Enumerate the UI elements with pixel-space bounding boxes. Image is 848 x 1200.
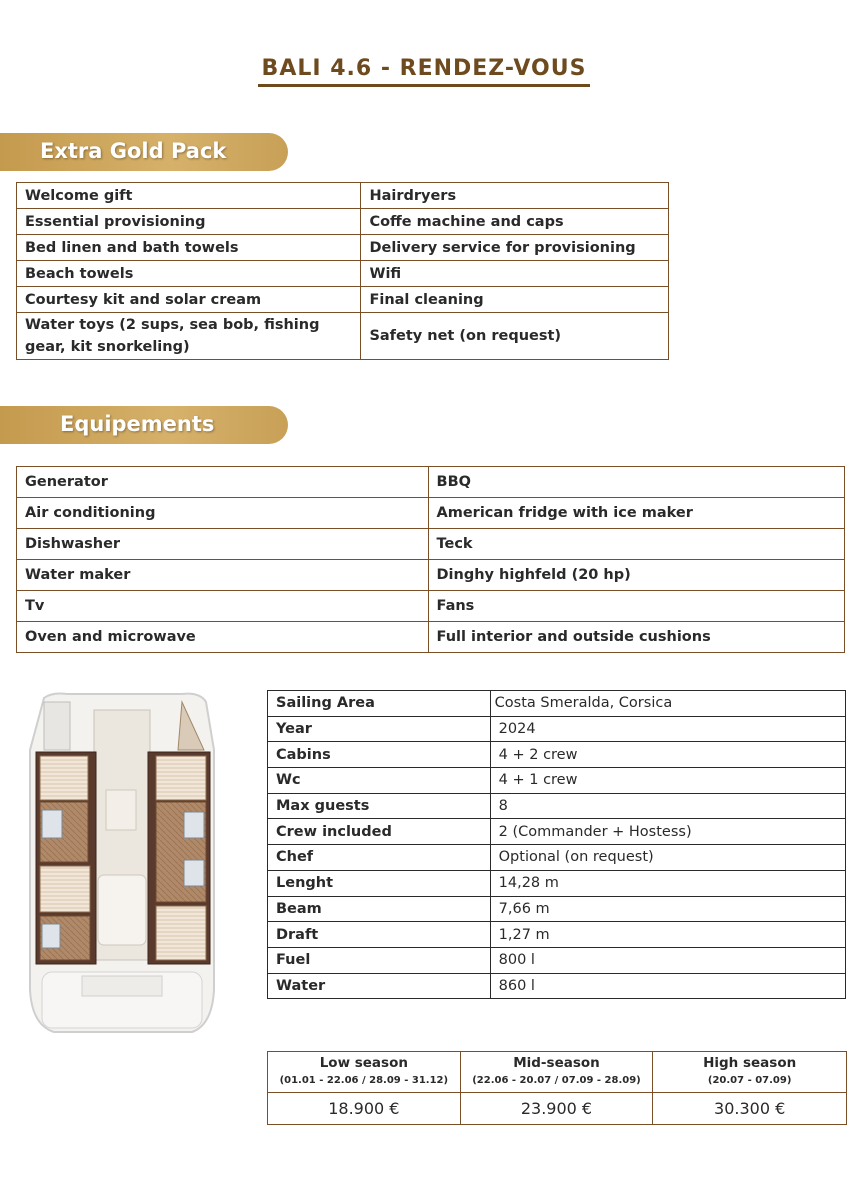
table-cell: Beach towels	[17, 261, 361, 287]
table-cell: Water maker	[17, 560, 429, 591]
spec-value: Costa Smeralda, Corsica	[490, 691, 845, 717]
season-header-low	[268, 1052, 461, 1093]
spec-label: Wc	[268, 768, 491, 794]
season-dates: (20.07 - 07.09)	[707, 1075, 792, 1086]
equipements-banner	[0, 406, 288, 444]
season-dates: (01.01 - 22.06 / 28.09 - 31.12)	[279, 1075, 449, 1086]
page-title-wrap	[0, 56, 848, 87]
spec-value: Optional (on request)	[490, 845, 845, 871]
spec-value: 4 + 2 crew	[490, 742, 845, 768]
season-name: Low season	[319, 1055, 408, 1071]
spec-label: Fuel	[268, 947, 491, 973]
spec-label: Water	[268, 973, 491, 999]
table-row	[268, 691, 846, 717]
table-row	[17, 313, 669, 360]
table-cell: Coffe machine and caps	[361, 209, 669, 235]
table-cell: Fans	[428, 591, 844, 622]
spec-label: Sailing Area	[268, 691, 491, 717]
spec-label: Draft	[268, 922, 491, 948]
table-row	[17, 235, 669, 261]
table-row	[268, 870, 846, 896]
table-row	[268, 947, 846, 973]
season-price: 18.900 €	[268, 1093, 461, 1125]
specs-table	[267, 690, 846, 999]
table-cell: Dinghy highfeld (20 hp)	[428, 560, 844, 591]
spec-label: Cabins	[268, 742, 491, 768]
page-title: BALI 4.6 - RENDEZ-VOUS	[258, 56, 591, 87]
equipements-table	[16, 466, 845, 653]
table-row	[268, 768, 846, 794]
table-cell: Full interior and outside cushions	[428, 622, 844, 653]
table-cell: Dishwasher	[17, 529, 429, 560]
table-cell: Essential provisioning	[17, 209, 361, 235]
spec-value: 4 + 1 crew	[490, 768, 845, 794]
boat-layout-plan	[22, 690, 222, 1035]
table-cell: Tv	[17, 591, 429, 622]
spec-label: Year	[268, 716, 491, 742]
extra-gold-pack-banner	[0, 133, 288, 171]
table-row	[268, 845, 846, 871]
table-row	[268, 793, 846, 819]
season-header-high	[653, 1052, 847, 1093]
prices-table	[267, 1051, 847, 1125]
spec-label: Chef	[268, 845, 491, 871]
table-row	[17, 261, 669, 287]
table-cell: Final cleaning	[361, 287, 669, 313]
table-row	[268, 896, 846, 922]
table-cell: Bed linen and bath towels	[17, 235, 361, 261]
spec-value: 800 l	[490, 947, 845, 973]
table-row	[17, 498, 845, 529]
season-header-mid	[460, 1052, 653, 1093]
spec-value: 1,27 m	[490, 922, 845, 948]
table-row	[268, 1093, 847, 1125]
table-cell: Water toys (2 sups, sea bob, fishing gear, kit snorkeling)	[17, 313, 361, 360]
table-cell: Teck	[428, 529, 844, 560]
table-row	[17, 209, 669, 235]
spec-value: 7,66 m	[490, 896, 845, 922]
table-row	[17, 591, 845, 622]
spec-value: 14,28 m	[490, 870, 845, 896]
table-row	[268, 742, 846, 768]
table-row	[17, 467, 845, 498]
table-cell: Welcome gift	[17, 183, 361, 209]
table-cell: Hairdryers	[361, 183, 669, 209]
table-row	[17, 560, 845, 591]
extra-gold-pack-heading: Extra Gold Pack	[40, 139, 227, 163]
table-row	[268, 819, 846, 845]
table-row	[17, 183, 669, 209]
season-dates: (22.06 - 20.07 / 07.09 - 28.09)	[472, 1075, 641, 1086]
table-cell: Delivery service for provisioning	[361, 235, 669, 261]
spec-label: Lenght	[268, 870, 491, 896]
spec-label: Beam	[268, 896, 491, 922]
table-cell: American fridge with ice maker	[428, 498, 844, 529]
table-row	[268, 922, 846, 948]
table-cell: BBQ	[428, 467, 844, 498]
spec-value: 2024	[490, 716, 845, 742]
table-cell: Oven and microwave	[17, 622, 429, 653]
table-cell: Safety net (on request)	[361, 313, 669, 360]
table-row	[17, 622, 845, 653]
table-row	[268, 973, 846, 999]
table-row	[268, 716, 846, 742]
equipements-heading: Equipements	[60, 412, 215, 436]
season-name: Mid-season	[513, 1055, 600, 1071]
season-name: High season	[703, 1055, 797, 1071]
spec-value: 860 l	[490, 973, 845, 999]
table-row	[268, 1052, 847, 1093]
table-cell: Air conditioning	[17, 498, 429, 529]
spec-value: 2 (Commander + Hostess)	[490, 819, 845, 845]
spec-label: Crew included	[268, 819, 491, 845]
spec-value: 8	[490, 793, 845, 819]
table-cell: Courtesy kit and solar cream	[17, 287, 361, 313]
table-cell: Wifi	[361, 261, 669, 287]
season-price: 23.900 €	[460, 1093, 653, 1125]
table-cell: Generator	[17, 467, 429, 498]
table-row	[17, 287, 669, 313]
spec-label: Max guests	[268, 793, 491, 819]
season-price: 30.300 €	[653, 1093, 847, 1125]
table-row	[17, 529, 845, 560]
extra-gold-pack-table	[16, 182, 669, 360]
